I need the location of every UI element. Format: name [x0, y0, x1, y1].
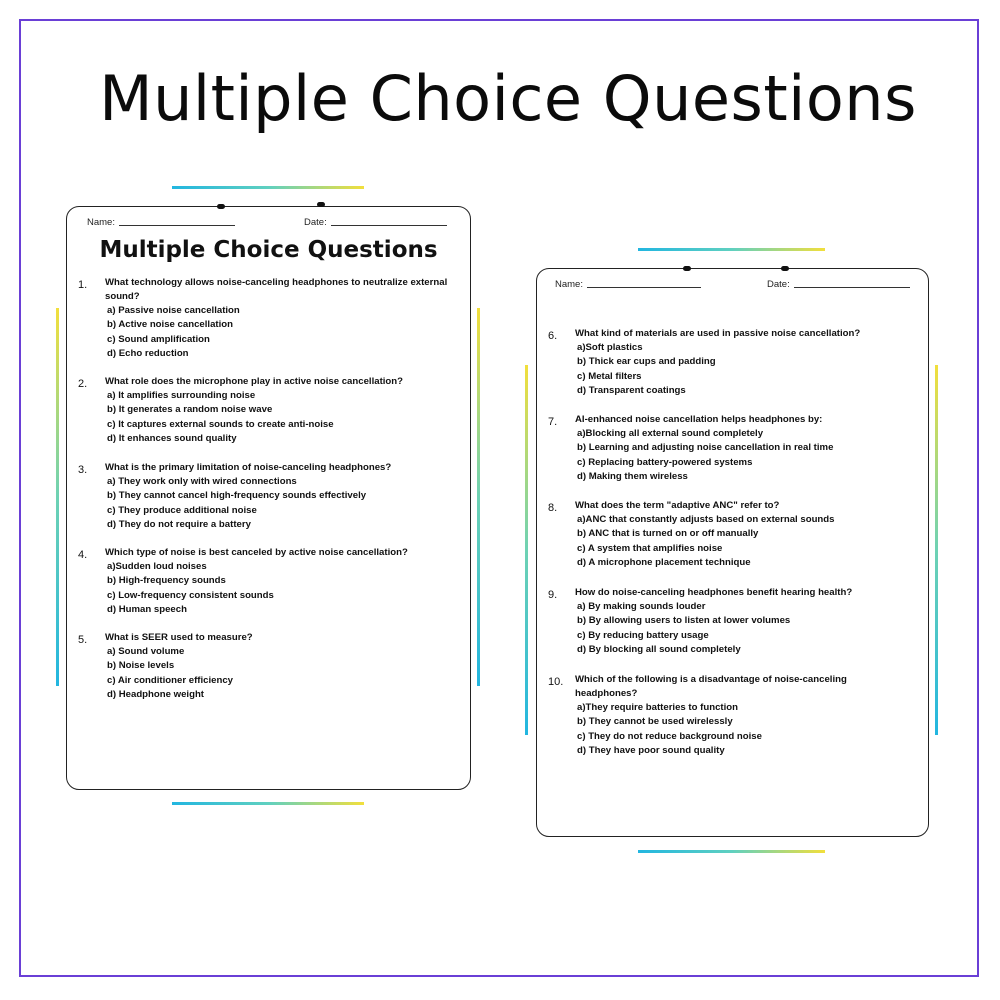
answer-option[interactable]: a) Passive noise cancellation: [107, 305, 240, 316]
page-title: Multiple Choice Questions: [99, 62, 917, 135]
answer-option[interactable]: d) By blocking all sound completely: [577, 643, 741, 655]
answer-option[interactable]: a) By making sounds louder: [577, 601, 706, 612]
answer-option[interactable]: b) It generates a random noise wave: [107, 404, 273, 416]
accent-line-top-left: [172, 186, 364, 189]
date-field[interactable]: [304, 217, 447, 228]
question-text: What kind of materials are used in passive noise cancellation?: [575, 328, 861, 339]
accent-line-right-outer: [525, 365, 528, 735]
question-text: How do noise-canceling headphones benefit hearing health?: [575, 587, 853, 598]
answer-option[interactable]: b) ANC that is turned on or off manually: [577, 528, 759, 540]
date-label: Date:: [767, 279, 790, 290]
worksheet-title: Multiple Choice Questions: [99, 237, 438, 263]
answer-option[interactable]: b) High-frequency sounds: [107, 575, 226, 587]
answer-option[interactable]: d) They do not require a battery: [107, 518, 251, 530]
answer-option[interactable]: d) They have poor sound quality: [577, 744, 725, 756]
question-number: 2.: [78, 378, 88, 390]
question-text: What is the primary limitation of noise-canceling headphones?: [105, 462, 392, 473]
answer-option[interactable]: d) A microphone placement technique: [577, 556, 751, 568]
question-text: Which type of noise is best canceled by active noise cancellation?: [105, 547, 408, 558]
answer-option[interactable]: c) Replacing battery-powered systems: [577, 456, 753, 468]
answer-option[interactable]: b) Thick ear cups and padding: [577, 356, 716, 368]
worksheet-page-1: [66, 206, 471, 790]
answer-option[interactable]: b) Active noise cancellation: [107, 319, 233, 331]
answer-option[interactable]: c) Metal filters: [577, 370, 642, 382]
question-number: 3.: [78, 464, 88, 476]
answer-option[interactable]: d) Human speech: [107, 603, 187, 615]
date-label: Date:: [304, 217, 327, 228]
answer-option[interactable]: c) It captures external sounds to create anti-noise: [107, 418, 334, 430]
question-number: 4.: [78, 549, 88, 561]
worksheet-page-2: [536, 268, 929, 837]
date-field[interactable]: [767, 279, 910, 290]
answer-option[interactable]: c) They produce additional noise: [107, 504, 257, 516]
answer-option[interactable]: b) They cannot cancel high-frequency sounds effectively: [107, 490, 367, 502]
answer-option[interactable]: b) Learning and adjusting noise cancellation in real time: [577, 442, 834, 454]
answer-option[interactable]: d) Headphone weight: [107, 688, 205, 700]
answer-option[interactable]: c) A system that amplifies noise: [577, 542, 723, 554]
question-text: What technology allows noise-canceling headphones to neutralize external sound?: [105, 277, 448, 303]
answer-option[interactable]: c) By reducing battery usage: [577, 629, 709, 641]
question-number: 8.: [548, 502, 558, 514]
name-field[interactable]: [87, 217, 235, 228]
answer-option[interactable]: d) It enhances sound quality: [107, 432, 237, 444]
answer-option[interactable]: a)ANC that constantly adjusts based on external sounds: [577, 514, 835, 525]
answer-option[interactable]: d) Transparent coatings: [577, 384, 686, 396]
accent-line-left-inner: [477, 308, 480, 686]
answer-option[interactable]: d) Echo reduction: [107, 347, 189, 359]
question-text: Which of the following is a disadvantage of noise-canceling headphones?: [575, 674, 847, 700]
answer-option[interactable]: b) Noise levels: [107, 660, 175, 672]
question-number: 10.: [548, 676, 564, 688]
accent-line-top-right: [638, 248, 825, 251]
accent-line-right-inner: [935, 365, 938, 735]
answer-option[interactable]: b) By allowing users to listen at lower volumes: [577, 615, 791, 627]
question-number: 9.: [548, 589, 558, 601]
question-number: 7.: [548, 416, 558, 428]
question-number: 5.: [78, 634, 88, 646]
answer-option[interactable]: c) Air conditioner efficiency: [107, 674, 233, 686]
binder-ring: [317, 202, 325, 207]
accent-line-left-outer: [56, 308, 59, 686]
answer-option[interactable]: c) Low-frequency consistent sounds: [107, 589, 274, 601]
answer-option[interactable]: a) It amplifies surrounding noise: [107, 390, 256, 401]
binder-ring: [683, 266, 691, 271]
answer-option[interactable]: a) Sound volume: [107, 646, 185, 657]
name-field[interactable]: [555, 279, 701, 290]
question-number: 1.: [78, 279, 88, 291]
binder-ring: [217, 204, 225, 209]
accent-line-bottom-left: [172, 802, 364, 805]
answer-option[interactable]: c) Sound amplification: [107, 333, 210, 345]
name-label: Name:: [87, 217, 115, 228]
answer-option[interactable]: a)Sudden loud noises: [107, 561, 207, 572]
answer-option[interactable]: a)They require batteries to function: [577, 702, 738, 713]
question-text: What is SEER used to measure?: [105, 632, 253, 643]
answer-option[interactable]: a)Soft plastics: [577, 342, 643, 353]
accent-line-bottom-right: [638, 850, 825, 853]
answer-option[interactable]: a)Blocking all external sound completely: [577, 428, 764, 439]
name-label: Name:: [555, 279, 583, 290]
answer-option[interactable]: c) They do not reduce background noise: [577, 730, 762, 742]
question-text: What does the term "adaptive ANC" refer to?: [575, 500, 780, 511]
binder-ring: [781, 266, 789, 271]
answer-option[interactable]: a) They work only with wired connections: [107, 476, 297, 487]
answer-option[interactable]: b) They cannot be used wirelessly: [577, 716, 733, 728]
answer-option[interactable]: d) Making them wireless: [577, 470, 688, 482]
question-text: AI-enhanced noise cancellation helps headphones by:: [575, 414, 823, 425]
question-text: What role does the microphone play in active noise cancellation?: [105, 376, 404, 387]
question-number: 6.: [548, 330, 558, 342]
